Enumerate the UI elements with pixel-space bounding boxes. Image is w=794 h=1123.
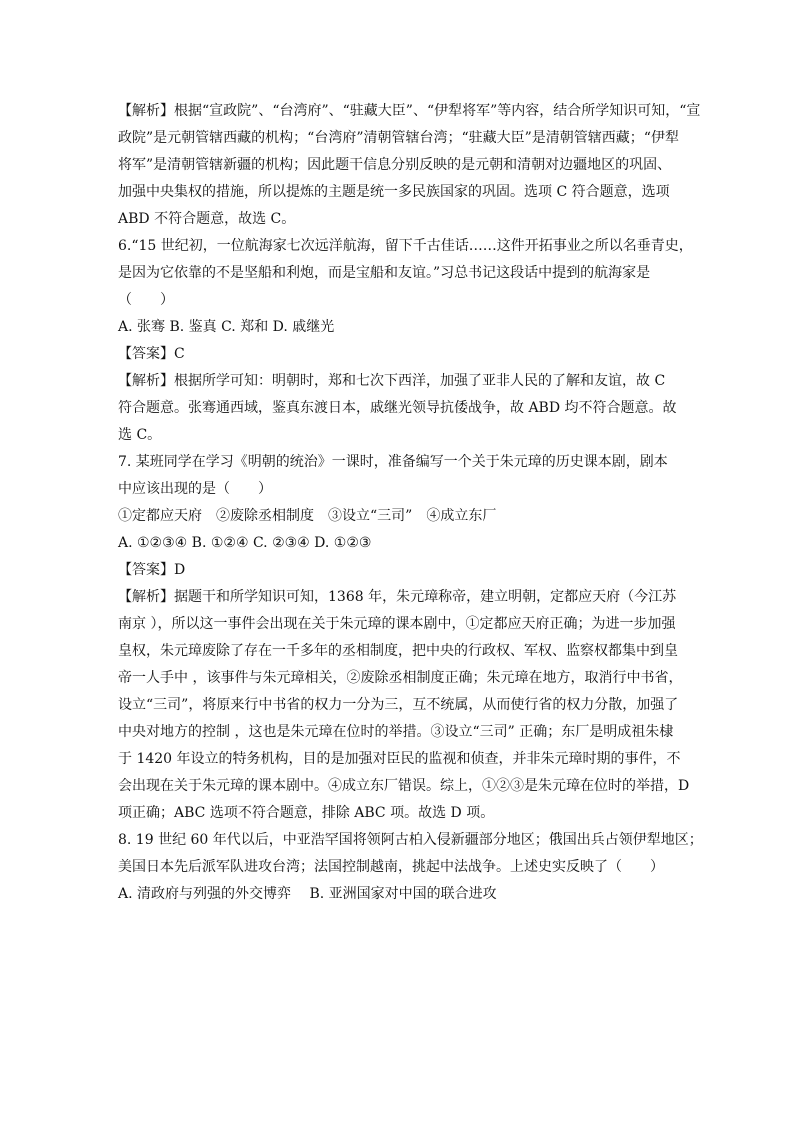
text-line: 政院”是元朝管辖西藏的机构；“台湾府”清朝管辖台湾；“驻藏大臣”是清朝管辖西藏；“伊犁 [118,130,679,146]
text-line: 中央对地方的控制 ，这也是朱元璋在位时的举措。③设立“三司” 正确；东厂是明成祖朱棣 [118,724,674,740]
question-text: 中应该出现的是（ ） [118,481,272,497]
question-text: 7. 某班同学在学习《明朝的统治》一课时，准备编写一个关于朱元璋的历史课本剧，剧本 [118,454,668,470]
text-line: 将军”是清朝管辖新疆的机构；因此题干信息分别反映的是元朝和清朝对边疆地区的巩固、 [118,157,672,173]
text-line: 项正确；ABC 选项不符合题意，排除 ABC 项。故选 D 项。 [118,805,495,821]
analysis-block-q7 [118,584,690,827]
text-line: 设立“三司”，将原来行中书省的权力一分为三，互不统属，从而使行省的权力分散，加强了 [118,697,679,713]
text-line: 南京 ），所以这一事件会出现在关于朱元璋的课本剧中，①定都应天府正确；为进一步加强 [118,616,676,632]
question-text: 美国日本先后派军队进攻台湾；法国控制越南，挑起中法战争。上述史实反映了（ ） [118,859,664,875]
answer-q7 [118,557,678,584]
text-line: 帝一人手中 ，该事件与朱元璋相关，②废除丞相制度正确；朱元璋在地方，取消行中书省， [118,670,683,686]
options-q7 [118,503,678,557]
options-q6 [118,314,678,341]
analysis-block-q6 [118,368,678,449]
text-line: 加强中央集权的措施，所以提炼的主题是统一多民族国家的巩固。选项 C 符合题意，选项 [118,184,670,200]
text-line: 【解析】根据“宣政院”、“台湾府”、“驻藏大臣”、“伊犁将军”等内容，结合所学知识可知，“宣 [118,103,701,119]
answer-q6 [118,341,678,368]
text-line: 皇权，朱元璋废除了存在一千多年的丞相制度，把中央的行政权、军权、监察权都集中到皇 [118,643,678,659]
question-text: 8. 19 世纪 60 年代以后，中亚浩罕国将领阿古柏入侵新疆部分地区；俄国出兵占领伊犁地区； [118,832,703,848]
text-line: 【解析】根据所学可知：明朝时，郑和七次下西洋，加强了亚非人民的了解和友谊，故 C [118,373,666,389]
options-q8 [118,881,678,908]
text-line: ABD 不符合题意，故选 C。 [118,211,296,227]
text-line: 【解析】据题干和所学知识可知，1368 年，朱元璋称帝，建立明朝，定都应天府（今江苏 [118,589,677,605]
option-line: ①定都应天府 ②废除丞相制度 ③设立“三司” ④成立东厂 [118,508,497,524]
option-line: A. 清政府与列强的外交博弈 B. 亚洲国家对中国的联合进攻 [118,886,497,902]
option-line: A. 张骞 B. 鉴真 C. 郑和 D. 戚继光 [118,319,335,335]
question-6 [118,233,693,314]
question-blank: （ ） [118,292,174,308]
text-line: 符合题意。张骞通西域，鉴真东渡日本，戚继光领导抗倭战争，故 ABD 均不符合题意。故 [118,400,677,416]
option-line: A. ①②③④ B. ①②④ C. ②③④ D. ①②③ [118,535,372,551]
answer-text: 【答案】C [118,346,185,362]
text-line: 会出现在关于朱元璋的课本剧中。④成立东厂错误。综上，①②③是朱元璋在位时的举措，D [118,778,690,794]
text-line: 选 C。 [118,427,162,443]
question-text: 6.“15 世纪初，一位航海家七次远洋航海，留下千古佳话……这件开拓事业之所以名垂青史， [118,238,693,254]
question-8 [118,827,703,881]
question-text: 是因为它依靠的不是坚船和利炮，而是宝船和友谊。”习总书记这段话中提到的航海家是 [118,265,651,281]
analysis-block-q5 [118,98,701,233]
text-line: 于 1420 年设立的特务机构，目的是加强对臣民的监视和侦查，并非朱元璋时期的事件，不 [118,751,681,767]
document-page [118,98,703,908]
question-7 [118,449,678,503]
answer-text: 【答案】D [118,562,186,578]
